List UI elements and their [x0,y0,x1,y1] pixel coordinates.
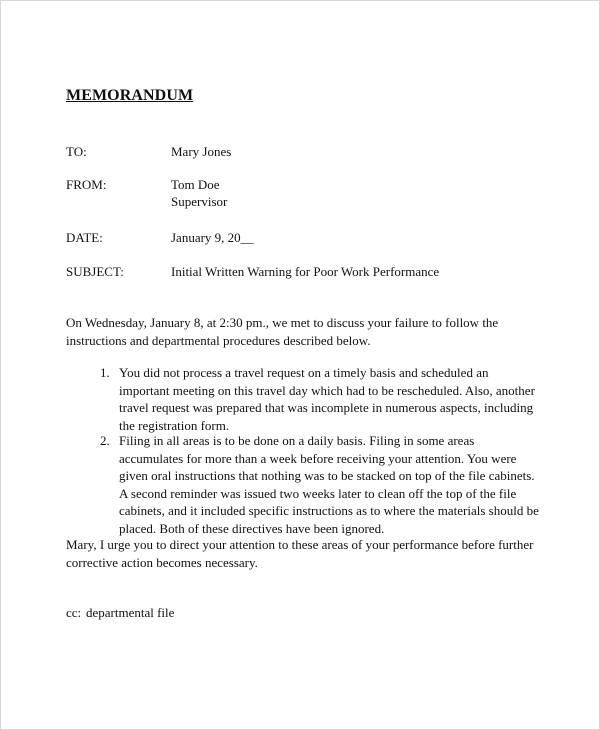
list-item-number: 2. [100,433,110,448]
from-label: FROM: [66,177,107,192]
from-title: Supervisor [171,194,228,209]
subject-value: Initial Written Warning for Poor Work Performance [171,264,440,279]
cc-label: cc: [66,605,82,620]
date-value: January 9, 20__ [171,230,254,245]
closing-paragraph: Mary, I urge you to direct your attention to these areas of your performance before further corrective action becomes necessary. [66,537,534,570]
subject-label: SUBJECT: [66,264,124,279]
from-name: Tom Doe [171,177,220,192]
list-item-text: You did not process a travel request on a timely basis and scheduled an important meeting on this travel day which had to be rescheduled. Also, another travel request was prepared that was incomplete in numerous aspects, including the registration form. [119,365,535,433]
intro-paragraph: On Wednesday, January 8, at 2:30 pm., we met to discuss your failure to follow the instructions and departmental procedures described below. [66,315,499,348]
to-value: Mary Jones [171,144,232,159]
list-item-text: Filing in all areas is to be done on a daily basis. Filing in some areas accumulates for more than a week before receiving your attention. You were given oral instructions that nothing was to be stacked on top of the file cabinets. A second reminder was issued two weeks later to clean off the top of the file cabinets, and it included specific instructions as to where the materials should be placed. Both of these directives have been ignored. [119,433,539,536]
to-label: TO: [66,144,87,159]
memo-title: MEMORANDUM [66,87,194,104]
cc-value: departmental file [86,605,175,620]
date-label: DATE: [66,230,103,245]
list-item-number: 1. [100,365,110,380]
